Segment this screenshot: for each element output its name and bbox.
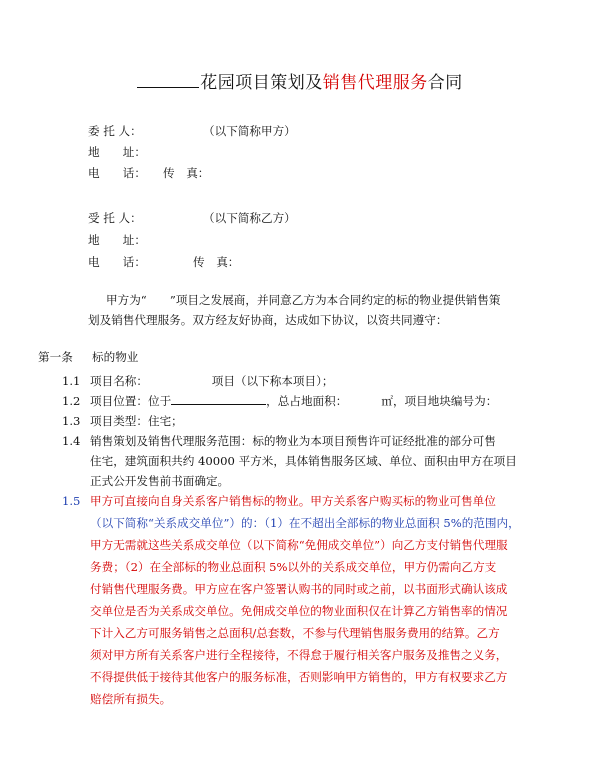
clause-1-4-line: 正式公开发售前书面确定。 [90, 474, 230, 488]
clause-1-5-line: 须对甲方所有关系客户进行全程接待，不得怠于履行相关客户服务及推售之义务， [90, 648, 508, 662]
clause-1-5-line: 务费；（2）在全部标的物业总面积 5%以外的关系成交单位，甲方仍需向乙方支 [90, 560, 497, 574]
title-part1: 花园项目策划及 [200, 73, 323, 93]
clause-1-5-number: 1.5 [62, 494, 81, 508]
clause-1-5-line: 赔偿所有损失。 [90, 692, 172, 706]
party-b-label: 受 托 人： [88, 211, 142, 225]
title-part3: 合同 [427, 73, 463, 93]
clause-1-3-text: 项目类型：住宅； [90, 414, 183, 428]
clause-1-5-line: 下计入乙方可服务销售之总面积/总套数，不参与代理销售服务费用的结算。乙方 [90, 626, 500, 640]
clause-1-2-part-c: ㎡，项目地块编号为： [381, 394, 498, 408]
party-a-phone-label: 电 话： [88, 166, 146, 180]
clause-1-1-text: 项目名称： 项目（以下称本项目）； [90, 374, 334, 388]
clause-1-2-number: 1.2 [62, 394, 81, 408]
party-b-address-label: 地 址： [88, 233, 146, 247]
intro-line-2: 划及销售代理服务。双方经友好协商，达成如下协议，以资共同遵守： [88, 313, 448, 327]
clause-1-4-line: 住宅，建筑面积共约 40000 平方米，具体销售服务区域、单位、面积由甲方在项目 [90, 454, 517, 468]
clause-1-5-line: 不得提供低于接待其他客户的服务标准，否则影响甲方销售的，甲方有权要求乙方 [90, 670, 508, 684]
party-a-label: 委 托 人： [88, 124, 142, 138]
clause-1-5-line: （以下简称“关系成交单位”）的：（1）在不超出全部标的物业总面积 5%的范围内， [90, 516, 520, 530]
contract-title [0, 68, 600, 93]
party-a-fax-label: 传 真： [163, 166, 210, 180]
party-a-address-label: 地 址： [88, 145, 146, 159]
title-blank [137, 73, 199, 88]
article-1-number: 第一条 [38, 350, 73, 364]
article-1-heading: 标的物业 [92, 350, 139, 364]
intro-line-1: 甲方为“ ”项目之发展商，并同意乙方为本合同约定的标的物业提供销售策 [106, 293, 501, 307]
clause-1-5-line: 甲方无需就这些关系成交单位（以下简称“免佣成交单位”）向乙方支付销售代理服 [90, 538, 508, 552]
clause-1-5-line: 交单位是否为关系成交单位。免佣成交单位的物业面积仅在计算乙方销售率的情况 [90, 604, 508, 618]
clause-1-2-part-a: 项目位置：位于 [90, 394, 172, 408]
party-b-fax-label: 传 真： [193, 255, 240, 269]
party-b-note: （以下简称乙方） [203, 211, 296, 225]
title-part2: 销售代理服务 [322, 73, 428, 93]
clause-1-3-number: 1.3 [62, 414, 81, 428]
clause-1-1-number: 1.1 [62, 374, 81, 388]
clause-1-5-line: 付销售代理服务费。甲方应在客户签署认购书的同时或之前，以书面形式确认该成 [90, 582, 508, 596]
party-a-note: （以下简称甲方） [203, 124, 296, 138]
clause-1-2-part-b: ，总占地面积： [266, 394, 348, 408]
location-blank [171, 394, 266, 405]
party-b-phone-label: 电 话： [88, 255, 146, 269]
clause-1-4-line: 销售策划及销售代理服务范围：标的物业为本项目预售许可证经批准的部分可售 [90, 434, 496, 448]
clause-1-4-number: 1.4 [62, 434, 81, 448]
clause-1-2-text [90, 394, 497, 408]
clause-1-5-line: 甲方可直接向自身关系客户销售标的物业。甲方关系客户购买标的物业可售单位 [90, 494, 496, 508]
